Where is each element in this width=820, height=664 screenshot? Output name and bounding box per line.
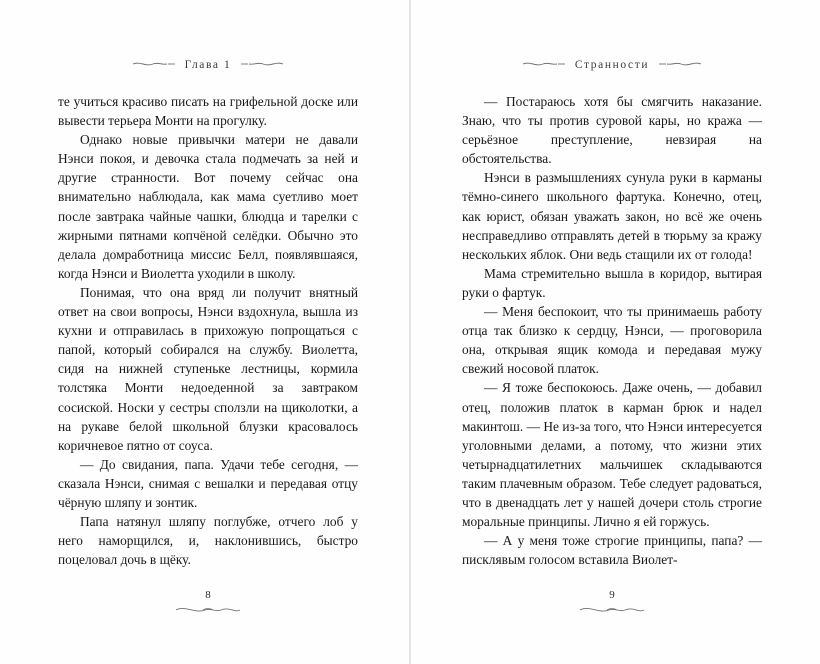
left-running-head-label: Глава 1: [184, 59, 232, 71]
right-page: [410, 0, 820, 664]
ornament-right-icon: [240, 59, 284, 71]
paragraph: — До свидания, папа. Удачи тебе сегодня, — сказала Нэнси, снимая с вешалки и передавая отцу чёрную шляпу и зонтик.: [58, 456, 358, 510]
folio-ornament-icon: [173, 602, 243, 620]
paragraph: — Постараюсь хотя бы смягчить наказание. Знаю, что ты против суровой кары, но кража — серьёзное преступление, невзирая на обстоятельства.: [462, 94, 762, 167]
paragraph: Папа натянул шляпу поглубже, отчего лоб у него наморщился, и, наклонившись, быстро поцеловал дочь в щёку.: [58, 514, 358, 568]
paragraph: Однако новые привычки матери не давали Нэнси покоя, и девочка стала подмечать за ней и другие странности. Вот почему сейчас она внимательно наблюдала, как мама суетливо моет после завтрака чайные чашки, блюдца и тарелки с жирными пятнами копчёной селёдки. Обычно это делала домработница миссис Белл, появлявшаяся, когда Нэнси и Виолетта уходили в школу.: [58, 132, 358, 281]
paragraph: те учиться красиво писать на грифельной доске или вывести терьера Монти на прогулку.: [58, 94, 358, 129]
paragraph: — Меня беспокоит, что ты принимаешь работу отца так близко к сердцу, Нэнси, — проговорила она, открывая ящик комода и передавая мужу свежий носовой платок.: [462, 304, 762, 377]
paragraph: — Я тоже беспокоюсь. Даже очень, — добавил отец, положив платок в карман брюк и надел макинтош. — Не из-за того, что Нэнси интересуется уголовными делами, а потому, что жизни этих четырнадцатилетних мальчишек складываются таким плачевным образом. Тебе следует радоваться, что в двенадцать лет у нашей дочери столь строгие моральные принципы. Лично я ей горжусь.: [462, 380, 762, 530]
right-page-number: 9: [609, 589, 615, 601]
right-running-head-label: Странности: [574, 59, 650, 71]
right-folio: [462, 589, 762, 624]
left-page-number: 8: [205, 589, 211, 601]
left-folio: [58, 589, 358, 624]
ornament-left-icon: [132, 59, 176, 71]
paragraph: Понимая, что она вряд ли получит внятный ответ на свои вопросы, Нэнси вздохнула, вышла из кухни и отправилась в прихожую попрощаться с папой, который собирался на службу. Виолетта, сидя на нижней ступеньке лестницы, кормила толстяка Монти недоеденной за завтраком сосиской. Носки у сестры сползли на щиколотки, а на рукаве белой школьной блузки красовалось коричневое пятно от соуса.: [58, 284, 358, 453]
left-page-text: [58, 92, 358, 569]
right-running-head: [462, 48, 762, 82]
paragraph: Мама стремительно вышла в коридор, вытирая руки о фартук.: [462, 265, 762, 300]
folio-ornament-icon: [577, 602, 647, 620]
left-running-head: [58, 48, 358, 82]
paragraph: — А у меня тоже строгие принципы, папа? — писклявым голосом вставила Виолет-: [462, 533, 762, 568]
ornament-left-icon: [522, 59, 566, 71]
paragraph: Нэнси в размышлениях сунула руки в карманы тёмно-синего школьного фартука. Конечно, отец, как юрист, обязан уважать закон, но всё же очень несправедливо отправлять детей в тюрьму за кражу нескольких яблок. Они ведь стащили их от голода!: [462, 170, 762, 262]
ornament-right-icon: [658, 59, 702, 71]
right-page-text: [462, 92, 762, 569]
